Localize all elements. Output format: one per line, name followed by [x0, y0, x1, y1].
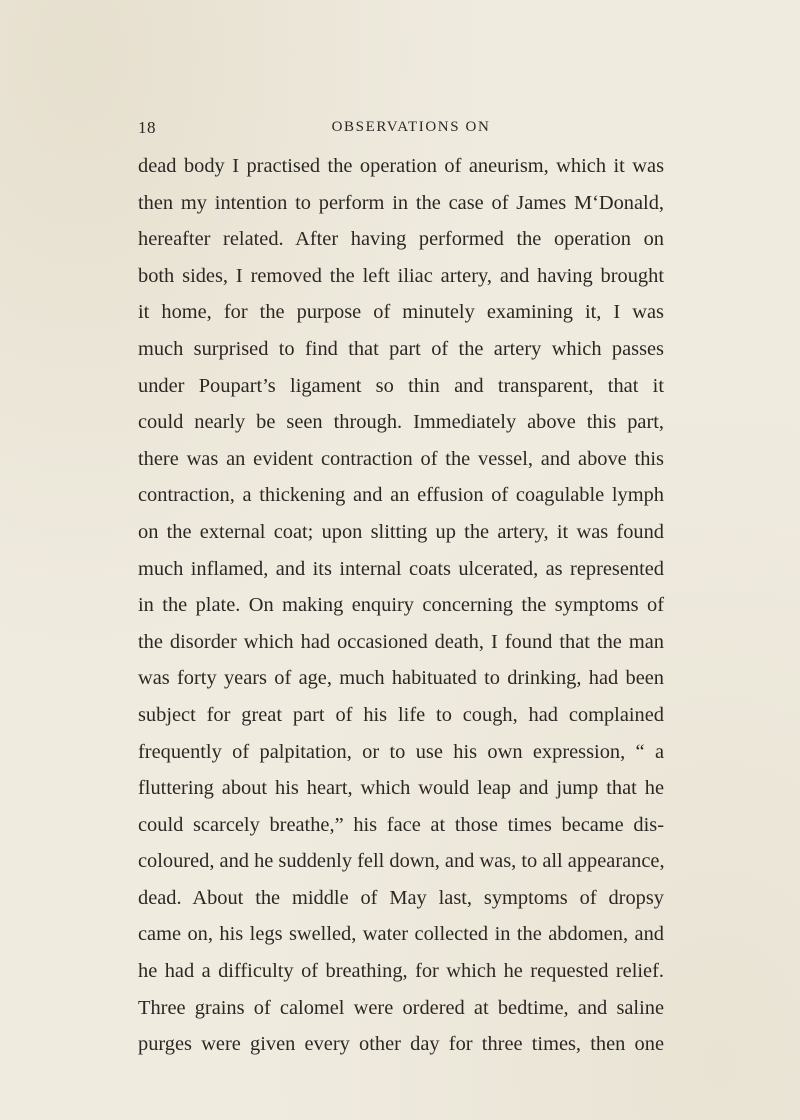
- text-line: subject for great part of his life to cough, had complained: [138, 703, 664, 726]
- running-head: OBSERVATIONS ON: [331, 119, 491, 135]
- text-line: fluttering about his heart, which would leap and jump that he: [138, 777, 664, 800]
- text-line: under Poupart’s ligament so thin and transparent, that it: [138, 374, 664, 397]
- text-line: purges were given every other day for three times, then one: [138, 1033, 664, 1056]
- page-header: [0, 118, 800, 140]
- text-line: he had a difficulty of breathing, for which he requested relief.: [138, 960, 664, 983]
- page-number: 18: [138, 118, 156, 137]
- text-line: it home, for the purpose of minutely examining it, I was: [138, 301, 664, 324]
- text-line: both sides, I removed the left iliac artery, and having brought: [138, 264, 664, 287]
- text-line: Three grains of calomel were ordered at bedtime, and saline: [138, 996, 664, 1019]
- text-line: was forty years of age, much habituated to drinking, had been: [138, 667, 664, 690]
- text-line: in the plate. On making enquiry concerning the symptoms of: [138, 594, 664, 617]
- text-line: there was an evident contraction of the vessel, and above this: [138, 447, 664, 470]
- text-line: much surprised to find that part of the artery which passes: [138, 337, 664, 360]
- text-line: came on, his legs swelled, water collected in the abdomen, and: [138, 923, 664, 946]
- text-line: dead body I practised the operation of aneurism, which it was: [138, 155, 664, 177]
- text-line: the disorder which had occasioned death, I found that the man: [138, 630, 664, 653]
- text-line: could scarcely breathe,” his face at those times became dis-: [138, 813, 664, 836]
- text-line: contraction, a thickening and an effusion of coagulable lymph: [138, 484, 664, 507]
- text-line: dead. About the middle of May last, symptoms of dropsy: [138, 886, 664, 909]
- text-line: could nearly be seen through. Immediately above this part,: [138, 411, 664, 434]
- body-text: [138, 148, 664, 1063]
- text-line: frequently of palpitation, or to use his own expression, “ a: [138, 740, 664, 763]
- text-line: on the external coat; upon slitting up the artery, it was found: [138, 520, 664, 543]
- text-line: hereafter related. After having performed the operation on: [138, 228, 664, 251]
- text-line: then my intention to perform in the case of James M‘Donald,: [138, 191, 664, 214]
- text-line: coloured, and he suddenly fell down, and was, to all appearance,: [138, 850, 665, 873]
- text-line: much inflamed, and its internal coats ulcerated, as represented: [138, 557, 664, 580]
